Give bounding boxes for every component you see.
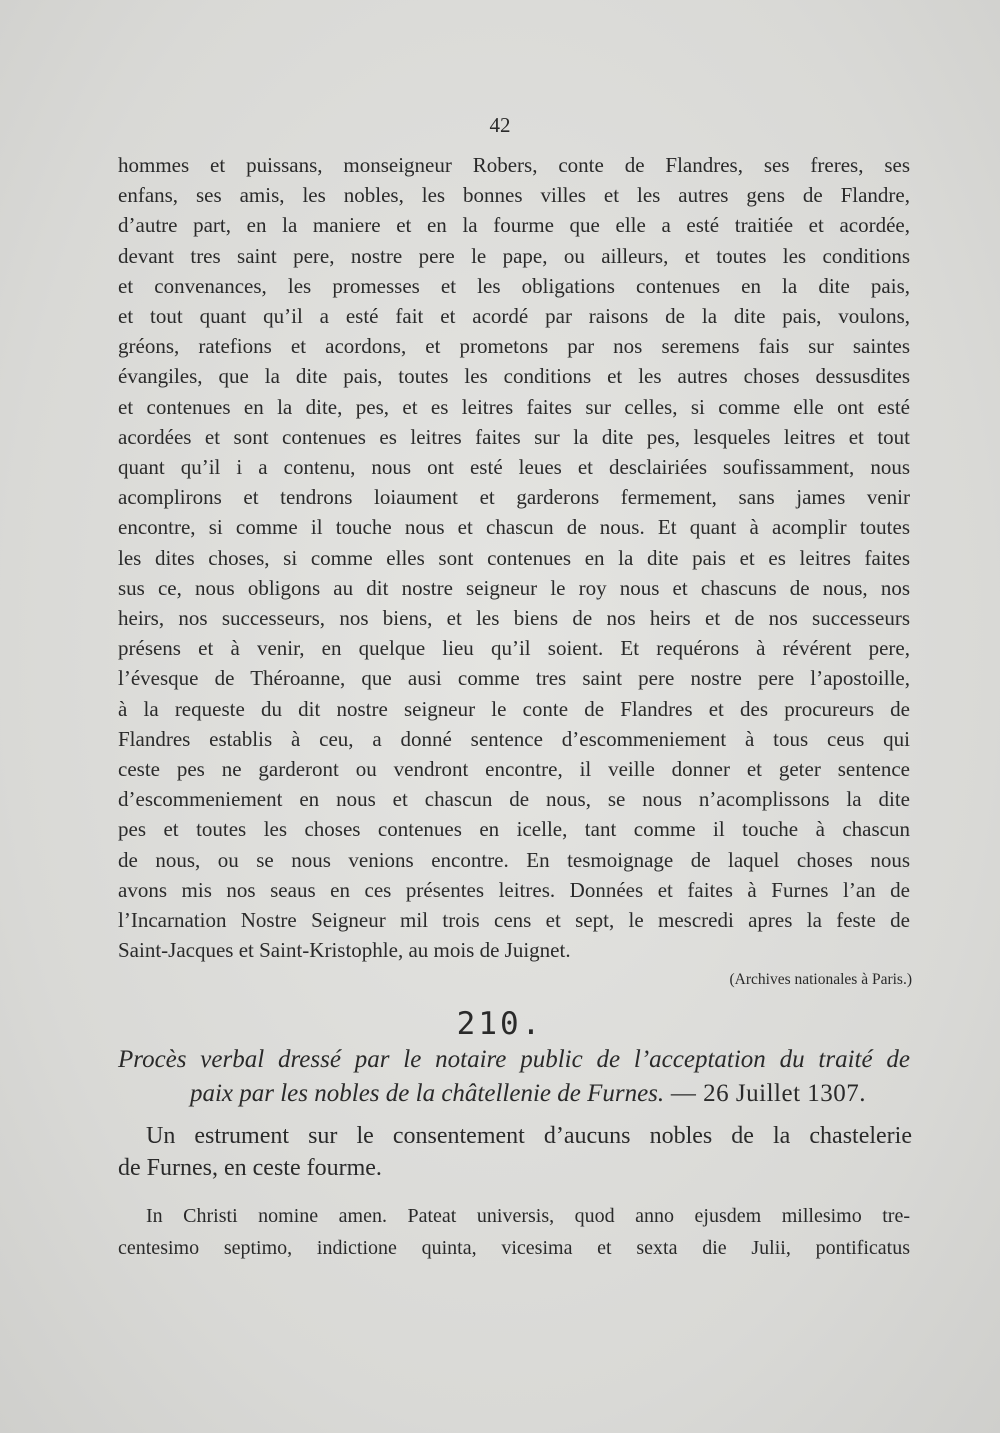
body-line: enfans, ses amis, les nobles, les bonnes villes et les autres gens de Flandre,	[118, 183, 910, 208]
body-line: à la requeste du dit nostre seigneur le conte de Flandres et des procureurs de	[118, 696, 910, 721]
body-line: les dites choses, si comme elles sont contenues en la dite pais et es leitres faites	[118, 545, 910, 570]
source-note: (Archives nationales à Paris.)	[729, 971, 912, 988]
rubric	[118, 1120, 912, 1184]
heading-line-2	[118, 1077, 910, 1111]
body-line: et convenances, les promesses et les obligations contenues en la dite pais,	[118, 273, 910, 298]
latin-line: In Christi nomine amen. Pateat universis, quod anno ejusdem millesimo tre-	[146, 1205, 910, 1227]
body-line: heirs, nos successeurs, nos biens, et les biens de nos heirs et de nos successeurs	[118, 606, 910, 631]
rubric-line: de Furnes, en ceste fourme.	[118, 1155, 382, 1181]
body-line: sus ce, nous obligons au dit nostre seigneur le roy nous et chascuns de nous, nos	[118, 575, 910, 600]
body-line: acordées et sont contenues es leitres faites sur la dite pes, lesqueles leitres et tout	[118, 424, 910, 449]
body-line: encontre, si comme il touche nous et chascun de nous. Et quant à acomplir toutes	[118, 515, 910, 540]
body-line-last: Saint-Jacques et Saint-Kristophle, au mois de Juignet.	[118, 938, 571, 963]
body-line: et tout quant qu’il a esté fait et acordé par raisons de la dite pais, voulons,	[118, 304, 910, 329]
body-line: hommes et puissans, monseigneur Robers, conte de Flandres, ses freres, ses	[118, 153, 910, 177]
body-line: avons mis nos seaus en ces présentes leitres. Données et faites à Furnes l’an de	[118, 877, 910, 902]
heading-line-1: Procès verbal dressé par le notaire public de l’acceptation du traité de	[118, 1046, 910, 1073]
body-line: de nous, ou se nous venions encontre. En tesmoignage de laquel choses nous	[118, 847, 910, 872]
body-line: évangiles, que la dite pais, toutes les conditions et les autres choses dessusdites	[118, 364, 910, 389]
body-line: quant qu’il i a contenu, nous ont esté leues et desclairiées soufissamment, nous	[118, 455, 910, 480]
body-line: d’escommeniement en nous et chascun de nous, se nous n’acomplissons la dite	[118, 787, 910, 812]
body-line: pes et toutes les choses contenues en icelle, tant comme il touche à chascun	[118, 817, 910, 842]
body-line: et contenues en la dite, pes, et es leitres faites sur celles, si comme elle ont esté	[118, 394, 910, 419]
heading-line-2-title: paix par les nobles de la châtellenie de Furnes.	[189, 1080, 665, 1107]
body-line: acomplirons et tendrons loiaument et garderons fermement, sans james venir	[118, 485, 910, 510]
body-line: ceste pes ne garderont ou vendront encontre, il veille donner et geter sentence	[118, 757, 910, 782]
body-line: devant tres saint pere, nostre pere le pape, ou ailleurs, et toutes les conditions	[118, 243, 910, 268]
rubric-line: Un estrument sur le consentement d’aucuns nobles de la chastelerie	[146, 1123, 912, 1149]
body-line: Flandres establis à ceu, a donné sentence d’escommeniement à tous ceus qui	[118, 726, 910, 751]
body-text	[118, 150, 910, 965]
body-line: l’évesque de Théroanne, que ausi comme tres saint pere nostre pere l’apostoille,	[118, 666, 910, 691]
section-number: 210.	[456, 1006, 544, 1042]
heading-date: — 26 Juillet 1307.	[664, 1080, 867, 1107]
document-heading	[118, 1043, 910, 1111]
body-line: l’Incarnation Nostre Seigneur mil trois cens et sept, le mescredi apres la feste de	[118, 908, 910, 933]
body-line: gréons, ratefions et acordons, et prometons par nos seremens fais sur saintes	[118, 334, 910, 359]
latin-line: centesimo septimo, indictione quinta, vicesima et sexta die Julii, pontificatus	[118, 1237, 910, 1259]
body-line: présens et à venir, en quelque lieu qu’il soient. Et requérons à révérent pere,	[118, 636, 910, 661]
latin-text	[118, 1200, 910, 1264]
body-line: d’autre part, en la maniere et en la fourme que elle a esté traitiée et acordée,	[118, 213, 910, 238]
page-number: 42	[489, 113, 511, 137]
